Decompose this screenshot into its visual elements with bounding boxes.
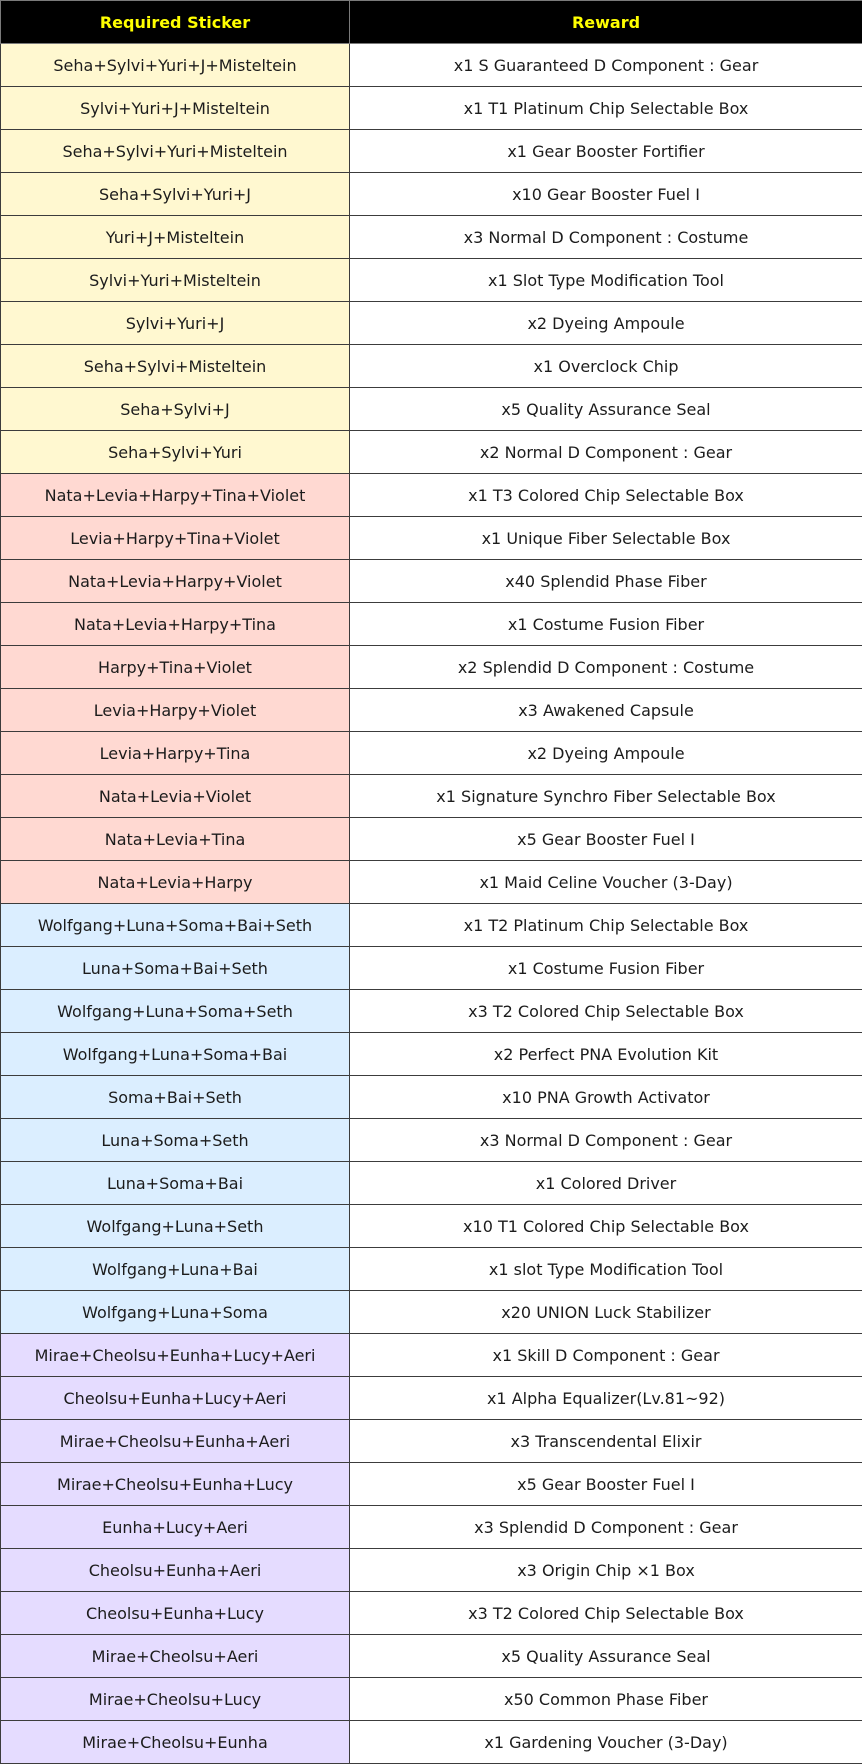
reward-cell: x3 Splendid D Component : Gear xyxy=(350,1506,862,1549)
table-row xyxy=(1,1334,862,1377)
table-row xyxy=(1,1205,862,1248)
reward-cell: x50 Common Phase Fiber xyxy=(350,1678,862,1721)
required-sticker-cell: Nata+Levia+Harpy+Violet xyxy=(1,560,350,603)
required-sticker-cell: Mirae+Cheolsu+Eunha+Lucy+Aeri xyxy=(1,1334,350,1377)
table-row xyxy=(1,302,862,345)
required-sticker-cell: Levia+Harpy+Tina+Violet xyxy=(1,517,350,560)
required-sticker-cell: Nata+Levia+Harpy+Tina+Violet xyxy=(1,474,350,517)
required-sticker-cell: Wolfgang+Luna+Soma+Bai+Seth xyxy=(1,904,350,947)
reward-cell: x1 Maid Celine Voucher (3-Day) xyxy=(350,861,862,904)
required-sticker-cell: Cheolsu+Eunha+Lucy xyxy=(1,1592,350,1635)
reward-cell: x1 slot Type Modification Tool xyxy=(350,1248,862,1291)
reward-cell: x5 Quality Assurance Seal xyxy=(350,1635,862,1678)
reward-cell: x5 Quality Assurance Seal xyxy=(350,388,862,431)
table-row xyxy=(1,1033,862,1076)
table-row xyxy=(1,87,862,130)
table-row xyxy=(1,1721,862,1764)
required-sticker-cell: Harpy+Tina+Violet xyxy=(1,646,350,689)
reward-cell: x1 Slot Type Modification Tool xyxy=(350,259,862,302)
table-row xyxy=(1,388,862,431)
required-sticker-cell: Sylvi+Yuri+Misteltein xyxy=(1,259,350,302)
required-sticker-cell: Levia+Harpy+Tina xyxy=(1,732,350,775)
table-row xyxy=(1,732,862,775)
table-row xyxy=(1,1162,862,1205)
reward-cell: x40 Splendid Phase Fiber xyxy=(350,560,862,603)
table-row xyxy=(1,1463,862,1506)
reward-cell: x1 Alpha Equalizer(Lv.81~92) xyxy=(350,1377,862,1420)
reward-header: Reward xyxy=(350,1,862,44)
reward-cell: x2 Perfect PNA Evolution Kit xyxy=(350,1033,862,1076)
table-row xyxy=(1,1076,862,1119)
reward-cell: x2 Splendid D Component : Costume xyxy=(350,646,862,689)
table-row xyxy=(1,173,862,216)
table-row xyxy=(1,1549,862,1592)
required-sticker-cell: Nata+Levia+Harpy xyxy=(1,861,350,904)
table-row xyxy=(1,1635,862,1678)
required-sticker-cell: Mirae+Cheolsu+Lucy xyxy=(1,1678,350,1721)
table-row xyxy=(1,775,862,818)
table-row xyxy=(1,345,862,388)
reward-cell: x10 PNA Growth Activator xyxy=(350,1076,862,1119)
reward-cell: x2 Normal D Component : Gear xyxy=(350,431,862,474)
reward-cell: x1 Unique Fiber Selectable Box xyxy=(350,517,862,560)
required-sticker-cell: Cheolsu+Eunha+Aeri xyxy=(1,1549,350,1592)
required-sticker-cell: Seha+Sylvi+Yuri+J xyxy=(1,173,350,216)
table-row xyxy=(1,1506,862,1549)
required-sticker-cell: Sylvi+Yuri+J+Misteltein xyxy=(1,87,350,130)
required-sticker-cell: Seha+Sylvi+J xyxy=(1,388,350,431)
required-sticker-cell: Luna+Soma+Seth xyxy=(1,1119,350,1162)
header-row xyxy=(1,1,862,44)
required-sticker-cell: Soma+Bai+Seth xyxy=(1,1076,350,1119)
required-sticker-cell: Eunha+Lucy+Aeri xyxy=(1,1506,350,1549)
reward-cell: x1 Costume Fusion Fiber xyxy=(350,603,862,646)
reward-cell: x5 Gear Booster Fuel I xyxy=(350,1463,862,1506)
table-row xyxy=(1,947,862,990)
table-header xyxy=(1,1,862,44)
required-sticker-cell: Luna+Soma+Bai+Seth xyxy=(1,947,350,990)
required-sticker-cell: Levia+Harpy+Violet xyxy=(1,689,350,732)
reward-cell: x3 T2 Colored Chip Selectable Box xyxy=(350,1592,862,1635)
reward-cell: x2 Dyeing Ampoule xyxy=(350,302,862,345)
reward-cell: x1 Gardening Voucher (3-Day) xyxy=(350,1721,862,1764)
required-sticker-cell: Seha+Sylvi+Yuri+Misteltein xyxy=(1,130,350,173)
table-row xyxy=(1,861,862,904)
table-row xyxy=(1,517,862,560)
required-sticker-cell: Seha+Sylvi+Yuri xyxy=(1,431,350,474)
reward-cell: x3 Awakened Capsule xyxy=(350,689,862,732)
table-row xyxy=(1,216,862,259)
reward-cell: x1 T1 Platinum Chip Selectable Box xyxy=(350,87,862,130)
reward-cell: x3 Normal D Component : Costume xyxy=(350,216,862,259)
table-row xyxy=(1,474,862,517)
reward-cell: x3 Origin Chip ×1 Box xyxy=(350,1549,862,1592)
table-row xyxy=(1,603,862,646)
required-sticker-header: Required Sticker xyxy=(1,1,350,44)
required-sticker-cell: Nata+Levia+Violet xyxy=(1,775,350,818)
reward-cell: x1 Costume Fusion Fiber xyxy=(350,947,862,990)
table-row xyxy=(1,689,862,732)
required-sticker-cell: Wolfgang+Luna+Soma xyxy=(1,1291,350,1334)
required-sticker-cell: Mirae+Cheolsu+Eunha+Lucy xyxy=(1,1463,350,1506)
reward-cell: x1 Colored Driver xyxy=(350,1162,862,1205)
table-row xyxy=(1,44,862,87)
required-sticker-cell: Sylvi+Yuri+J xyxy=(1,302,350,345)
reward-cell: x2 Dyeing Ampoule xyxy=(350,732,862,775)
required-sticker-cell: Luna+Soma+Bai xyxy=(1,1162,350,1205)
table-row xyxy=(1,259,862,302)
table-row xyxy=(1,646,862,689)
table-row xyxy=(1,1420,862,1463)
table-body xyxy=(1,44,862,1764)
reward-cell: x1 Skill D Component : Gear xyxy=(350,1334,862,1377)
reward-cell: x10 T1 Colored Chip Selectable Box xyxy=(350,1205,862,1248)
table-row xyxy=(1,560,862,603)
reward-cell: x1 T3 Colored Chip Selectable Box xyxy=(350,474,862,517)
table-row xyxy=(1,1291,862,1334)
required-sticker-cell: Nata+Levia+Harpy+Tina xyxy=(1,603,350,646)
required-sticker-cell: Seha+Sylvi+Misteltein xyxy=(1,345,350,388)
reward-cell: x1 T2 Platinum Chip Selectable Box xyxy=(350,904,862,947)
table-row xyxy=(1,1377,862,1420)
required-sticker-cell: Wolfgang+Luna+Soma+Seth xyxy=(1,990,350,1033)
reward-cell: x1 Signature Synchro Fiber Selectable Box xyxy=(350,775,862,818)
required-sticker-cell: Wolfgang+Luna+Soma+Bai xyxy=(1,1033,350,1076)
required-sticker-cell: Mirae+Cheolsu+Eunha xyxy=(1,1721,350,1764)
required-sticker-cell: Mirae+Cheolsu+Aeri xyxy=(1,1635,350,1678)
table-row xyxy=(1,1678,862,1721)
required-sticker-cell: Mirae+Cheolsu+Eunha+Aeri xyxy=(1,1420,350,1463)
reward-cell: x1 Overclock Chip xyxy=(350,345,862,388)
reward-cell: x1 S Guaranteed D Component : Gear xyxy=(350,44,862,87)
table-row xyxy=(1,990,862,1033)
reward-cell: x3 T2 Colored Chip Selectable Box xyxy=(350,990,862,1033)
reward-cell: x3 Transcendental Elixir xyxy=(350,1420,862,1463)
required-sticker-cell: Cheolsu+Eunha+Lucy+Aeri xyxy=(1,1377,350,1420)
table-row xyxy=(1,1248,862,1291)
required-sticker-cell: Wolfgang+Luna+Bai xyxy=(1,1248,350,1291)
reward-cell: x5 Gear Booster Fuel I xyxy=(350,818,862,861)
reward-cell: x3 Normal D Component : Gear xyxy=(350,1119,862,1162)
required-sticker-cell: Nata+Levia+Tina xyxy=(1,818,350,861)
reward-cell: x1 Gear Booster Fortifier xyxy=(350,130,862,173)
required-sticker-cell: Yuri+J+Misteltein xyxy=(1,216,350,259)
table-row xyxy=(1,130,862,173)
table-row xyxy=(1,431,862,474)
reward-cell: x10 Gear Booster Fuel I xyxy=(350,173,862,216)
required-sticker-cell: Seha+Sylvi+Yuri+J+Misteltein xyxy=(1,44,350,87)
table-row xyxy=(1,818,862,861)
reward-cell: x20 UNION Luck Stabilizer xyxy=(350,1291,862,1334)
required-sticker-cell: Wolfgang+Luna+Seth xyxy=(1,1205,350,1248)
table-row xyxy=(1,1592,862,1635)
table-row xyxy=(1,1119,862,1162)
table-row xyxy=(1,904,862,947)
